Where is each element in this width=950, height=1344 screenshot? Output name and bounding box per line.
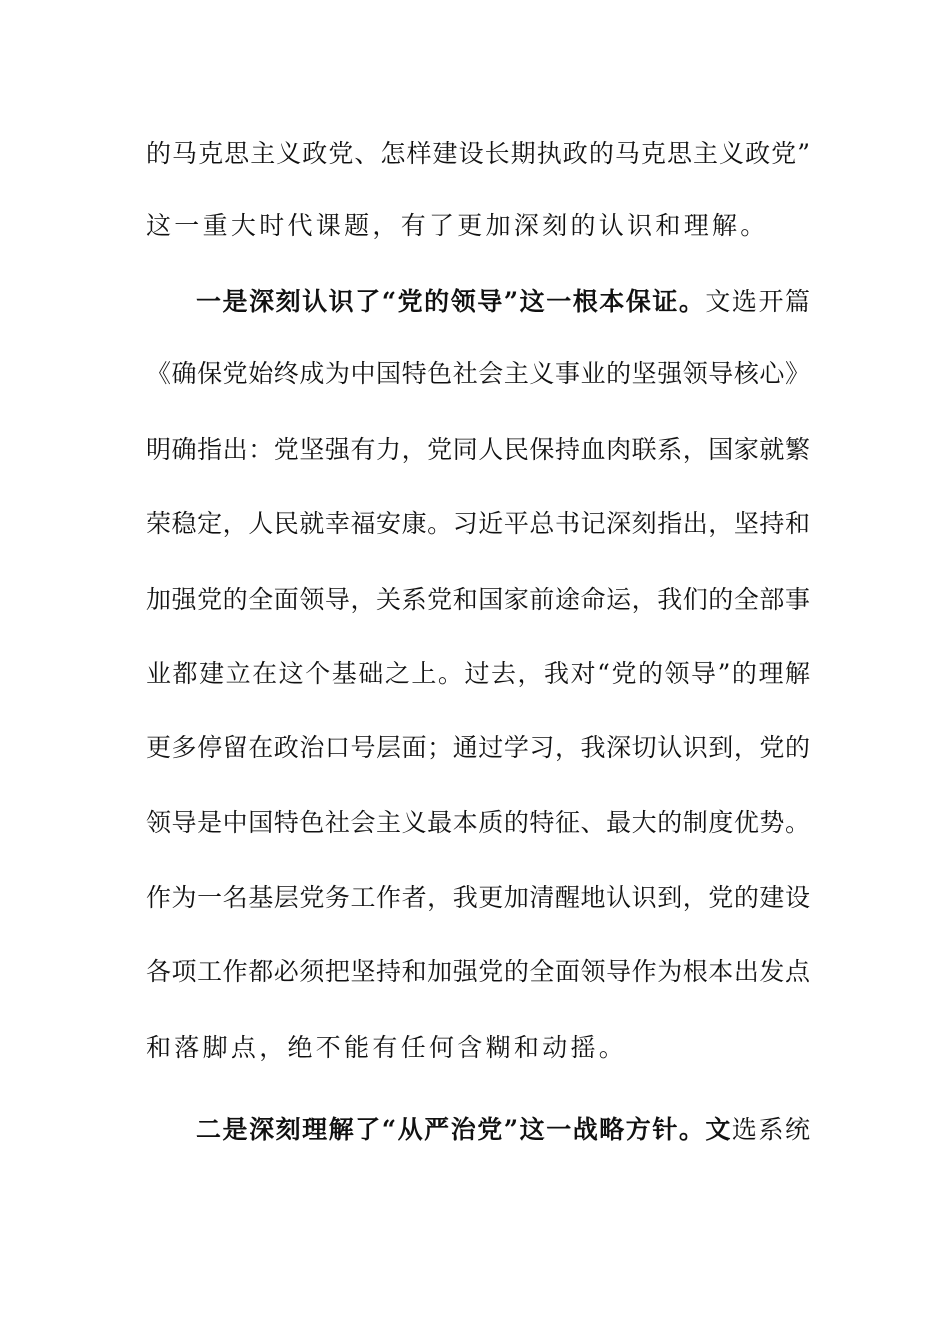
text-line: 领导是中国特色社会主义最本质的特征、最大的制度优势。 (146, 808, 810, 837)
text-line: 加强党的全面领导，关系党和国家前途命运，我们的全部事 (146, 585, 810, 614)
text-span: 选系统 (731, 1115, 810, 1144)
text-line: 更多停留在政治口号层面；通过学习，我深切认识到，党的 (146, 733, 810, 762)
text-line: 的马克思主义政党、怎样建设长期执政的马克思主义政党” (146, 139, 810, 168)
text-line: 明确指出：党坚强有力，党同人民保持血肉联系，国家就繁 (146, 435, 810, 464)
paragraph-heading: 二是深刻理解了“从严治党”这一战略方针。文 (196, 1115, 732, 1144)
text-line: 这一重大时代课题，有了更加深刻的认识和理解。 (146, 211, 769, 240)
text-line: 各项工作都必须把坚持和加强党的全面领导作为根本出发点 (146, 957, 810, 986)
text-line: 业都建立在这个基础之上。过去，我对“党的领导”的理解 (146, 659, 810, 688)
paragraph-heading: 一是深刻认识了“党的领导”这一根本保证。 (196, 287, 706, 316)
text-line: 《确保党始终成为中国特色社会主义事业的坚强领导核心》 (146, 359, 810, 388)
text-line: 作为一名基层党务工作者，我更加清醒地认识到，党的建设 (146, 883, 810, 912)
text-line: 和落脚点，绝不能有任何含糊和动摇。 (146, 1033, 628, 1062)
paragraph-first-line (196, 282, 810, 322)
text-line: 荣稳定，人民就幸福安康。习近平总书记深刻指出，坚持和 (146, 509, 810, 538)
paragraph-first-line (196, 1110, 810, 1150)
text-span: 文选开篇 (705, 287, 810, 316)
